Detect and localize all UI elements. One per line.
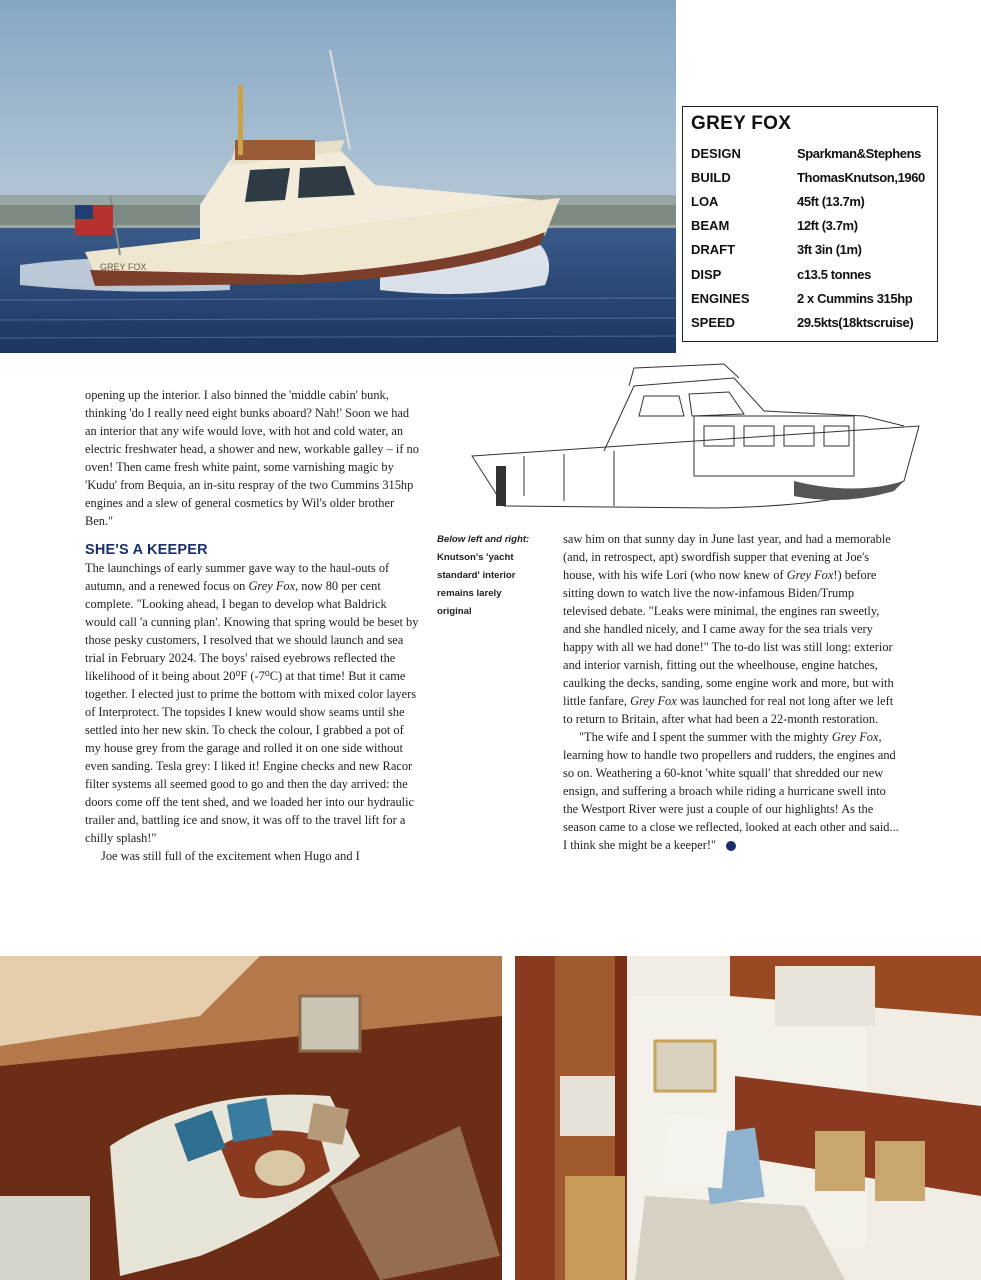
spec-key: BUILD [691,169,731,185]
spec-row-beam [691,214,929,238]
spec-key: LOA [691,193,719,209]
interior-photo-saloon [0,956,502,1280]
boat-illustration [0,0,676,353]
text-run: "The wife and I spent the summer with the mighty [579,730,832,744]
photo-caption [437,531,532,621]
spec-value: ThomasKnutson,1960 [797,169,925,185]
spec-row-loa [691,189,929,213]
boat-name-italic: Grey Fox [786,568,834,582]
spec-value: c13.5 tonnes [797,266,871,282]
spec-value: Sparkman&Stephens [797,145,921,161]
caption-lead: Below left and right: [437,534,530,545]
text-run: , now 80 per cent complete. "Looking ahead, I began to develop what Baldrick would call 'a cunning plan'. Knowing that spring would be beset by those pesky customers, I resolved that we should launch and sea trial in February 2024. The boys' raised eyebrows reflected the likelihood of it being about 20⁰F (-7⁰C) at that time! But it came together. I elected just to prime the bottom with mixed color layers of Interprotect. The topsides I knew would show seams until she settled into her new skin. To check the colour, I grabbed a pot of my house grey from the garage and rolled it on one side without even sanding. Tesla grey: I liked it! Engine checks and new Racor filter systems all seemed good to go and then the day arrived: the doors come off the tent shed, and we loaded her into our hydraulic trailer and, battling ice and snow, it was off to the travel lift for a chilly splash!" [85,579,419,845]
spec-key: DRAFT [691,242,736,258]
spec-row-draft [691,238,929,262]
spec-row-speed [691,310,929,334]
boat-name-italic: Grey Fox [248,579,296,593]
spec-title: GREY FOX [691,113,792,134]
article-column-left [85,386,419,865]
spec-value: 3ft 3in (1m) [797,242,862,258]
paragraph: opening up the interior. I also binned the 'middle cabin' bunk, thinking 'do I really need eight bunks aboard? Nah!' Soon we had an interior that any wife would love, with hot and cold water, an electric freshwater head, a shower and new, workable galley – if no oven! Then came fresh white paint, some varnishing magic by 'Kudu' from Bequia, an in-situ respray of the two Cummins 315hp engines and a slew of general cosmetics by Wil's older brother Ben." [85,388,419,528]
hero-photo-boat-underway [0,0,676,353]
interior-photo-cabin [515,956,981,1280]
spec-row-design [691,141,929,165]
spec-value: 45ft (13.7m) [797,193,865,209]
spec-value: 29.5kts(18ktscruise) [797,314,914,330]
spec-key: DESIGN [691,145,741,161]
profile-line-drawing [464,356,942,516]
paragraph [85,559,419,847]
spec-value: 2 x Cummins 315hp [797,290,913,306]
saloon-illustration [0,956,502,1280]
spec-row-disp [691,262,929,286]
paragraph [563,728,899,854]
text-run: , learning how to handle two propellers and rudders, the engines and so on. Weathering a 60-knot 'white squall' that shredded our new ensign, and suffering a broach while riding a hurricane swell into the Westport River were just a couple of our highlights! As the season came to a close we reflected, looked at each other and said... I think she might be a keeper!" [563,730,899,852]
spec-value: 12ft (3.7m) [797,218,858,234]
cabin-illustration [515,956,981,1280]
text-run: !) before sitting down to watch live the now-infamous Biden/Trump televised debate. "Leaks were minimal, the engines ran sweetly, and she handled nicely, and I came away for the sea trials very happy with all we had done!" The to-do list was still long: exterior and interior varnish, fitting out the wheelhouse, engine hatches, caulking the decks, sanding, some engine work and more, but with little fanfare, [563,568,894,708]
boat-name-italic: Grey Fox [630,694,677,708]
boat-name-italic: Grey Fox [831,730,879,744]
end-mark-icon [726,841,736,851]
spec-row-build [691,165,929,189]
caption-text: Knutson's 'yacht standard' interior remains larely original [437,552,516,617]
spec-key: DISP [691,266,722,282]
hull-name-lettering: GREY FOX [100,262,147,272]
paragraph: Joe was still full of the excitement when Hugo and I [101,849,360,863]
text-run: saw him on that sunny day in June last year, and had a memorable (and, in retrospect, apt) swordfish supper that evening at Joe's house, with his wife Lori (who now knew of [563,532,891,582]
text-run: was launched for real not long after we left to return to Britain, after what had been a 22-month restoration. [563,694,894,726]
section-heading: SHE'S A KEEPER [85,542,208,558]
spec-key: ENGINES [691,290,750,306]
spec-key: BEAM [691,218,730,234]
article-column-right [563,530,899,854]
spec-box [682,106,938,342]
paragraph [563,530,899,728]
spec-row-engines [691,286,929,310]
spec-key: SPEED [691,314,736,330]
boat-profile-drawing [464,356,942,516]
text-run: The launchings of early summer gave way to the haul-outs of autumn, and a renewed focus on [85,561,390,593]
